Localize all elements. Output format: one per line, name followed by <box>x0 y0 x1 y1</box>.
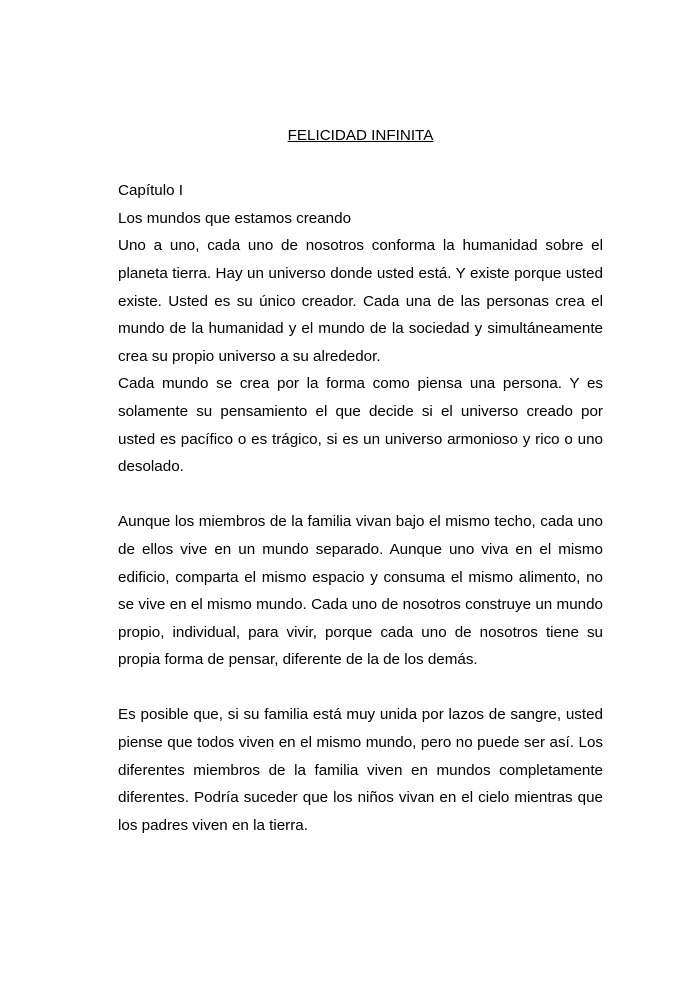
blank-line <box>118 674 603 702</box>
paragraph-2: Cada mundo se crea por la forma como piensa una persona. Y es solamente su pensamiento el que decide si el universo creado por usted es pacífico o es trágico, si es un universo armonioso y rico o uno desolado. <box>118 375 603 476</box>
paragraph-4: Es posible que, si su familia está muy unida por lazos de sangre, usted piense que todos viven en el mismo mundo, pero no puede ser así. Los diferentes miembros de la familia viven en mundos completamente diferentes. Podría suceder que los niños vivan en el cielo mientras que los padres viven en la tierra. <box>118 706 603 834</box>
chapter-number: Capítulo I <box>118 182 184 200</box>
blank-line <box>118 150 603 178</box>
document-title: FELICIDAD INFINITA <box>287 127 434 144</box>
document-body <box>118 122 603 839</box>
paragraph-3: Aunque los miembros de la familia vivan bajo el mismo techo, cada uno de ellos vive en un mundo separado. Aunque uno viva en el mismo edificio, comparta el mismo espacio y consuma el mismo alimento, no se vive en el mismo mundo. Cada uno de nosotros construye un mundo propio, individual, para vivir, porque cada uno de nosotros tiene su propia forma de pensar, diferente de la de los demás. <box>118 513 603 669</box>
chapter-title: Los mundos que estamos creando <box>118 209 352 227</box>
paragraph-1: Uno a uno, cada uno de nosotros conforma la humanidad sobre el planeta tierra. Hay un universo donde usted está. Y existe porque usted existe. Usted es su único creador. Cada una de las personas crea el mundo de la humanidad y el mundo de la sociedad y simultáneamente crea su propio universo a su alrededor. <box>118 237 603 365</box>
blank-line <box>118 481 603 509</box>
